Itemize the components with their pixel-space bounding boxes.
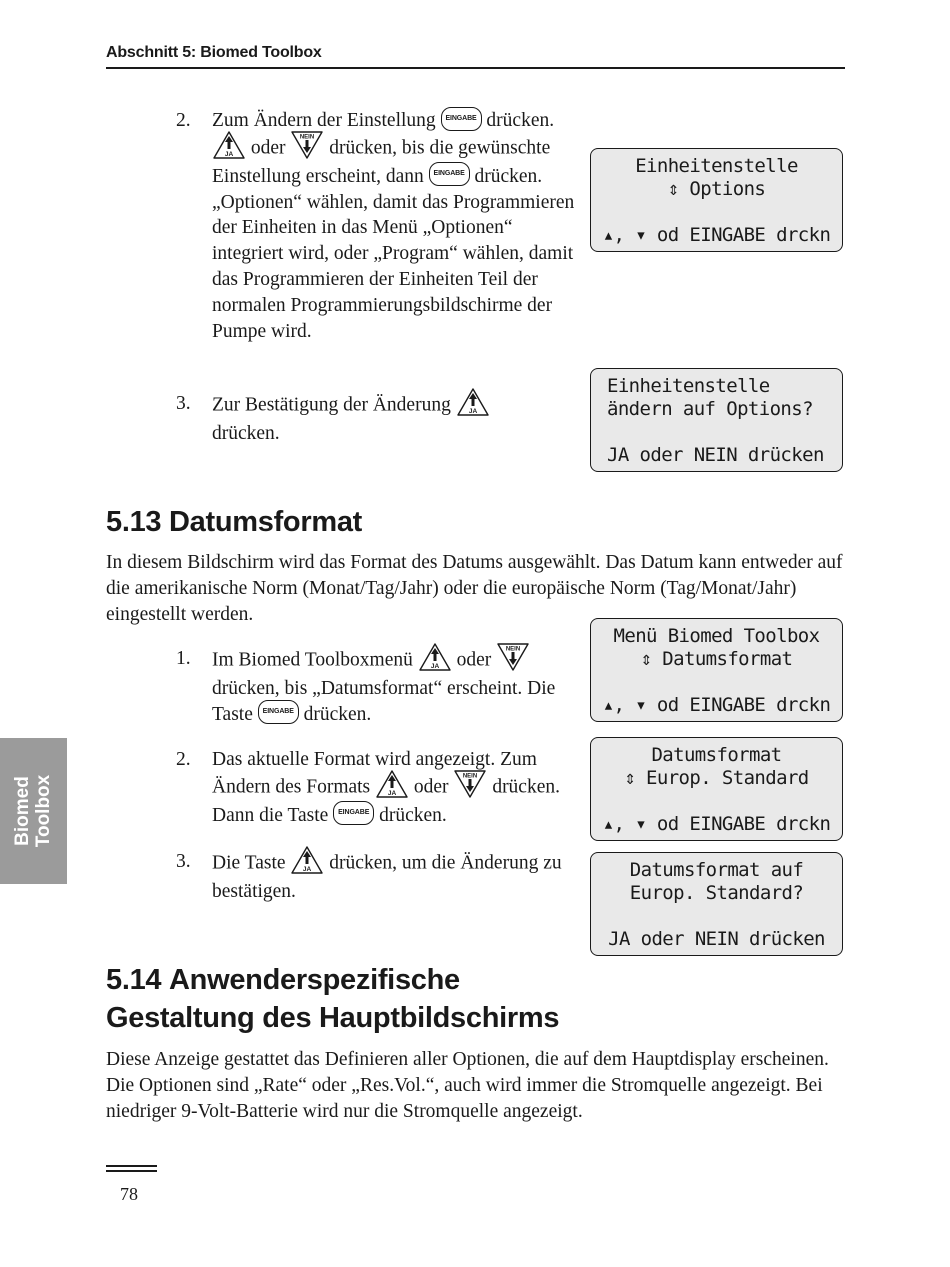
step-text: oder [413,776,449,798]
ja-key-label: JA [387,789,397,797]
step-number: 3. [176,851,191,872]
nein-key-label: NEIN [463,773,478,780]
step-text: drücken, um die Änderung zu bestätigen. [212,852,562,902]
step-number: 2. [176,749,191,770]
side-tab-line: Toolbox [33,774,54,848]
step-text: Zum Ändern der Einstellung [212,110,436,131]
ja-key-label: JA [468,408,477,415]
lcd-screen [590,737,843,841]
eingabe-key-icon: EINGABE [441,107,482,131]
step-text: Das aktuelle Format wird angezeigt. Zum Ändern des Formats [212,749,537,798]
nein-down-key-icon [496,642,530,672]
lcd-line: JA oder NEIN drücken [607,444,824,466]
nein-key-label: NEIN [300,134,315,141]
lcd-screen [590,368,843,472]
page-number: 78 [120,1184,138,1204]
lcd-line: ▴, ▾ od EINGABE drckn [602,694,831,716]
section-number: 5.14 [106,964,162,996]
lcd-line: Menü Biomed Toolbox [613,625,820,647]
lcd-line: ⇕ Datumsformat [640,648,793,670]
ja-up-key-icon [456,387,490,417]
eingabe-key-icon: EINGABE [429,162,470,186]
eingabe-key-icon: EINGABE [333,801,374,825]
lcd-screen [590,148,843,252]
step-text: Die Taste [212,852,286,874]
lcd-line: ▴, ▾ od EINGABE drckn [602,813,831,835]
step-number: 2. [176,110,191,131]
section-number: 5.13 [106,506,162,538]
step-text: oder [456,649,492,671]
nein-down-key-icon [290,130,324,160]
ja-key-label: JA [303,866,312,873]
step-text: oder [250,137,286,159]
lcd-line: Datumsformat auf [629,859,804,881]
eingabe-key-icon: EINGABE [258,700,299,724]
side-tab-label [12,775,54,847]
lcd-line: ▴, ▾ od EINGABE drckn [602,224,831,246]
section-heading [106,961,559,1037]
step-text: Im Biomed Toolboxmenü [212,649,413,671]
lcd-line: ⇕ Europ. Standard [624,767,809,789]
step-text: drücken. Dann die Taste [212,776,560,826]
section-title-continued: Gestaltung des Hauptbildschirms [106,1002,560,1034]
step-text: drücken. [212,423,280,444]
running-header: Abschnitt 5: Biomed Toolbox [106,44,322,61]
section-body: Diese Anzeige gestattet das Definieren aller Optionen, die auf dem Hauptdisplay erscheinen. Die Optionen sind „Rate“ oder „Res.Vol.“, auch wird immer die Stromquelle angezeigt. Bei niedriger 9-Volt-Batterie wird nur die Stromquelle angezeigt. [106,1049,829,1122]
step-text: drücken. [486,110,555,131]
ja-up-key-icon [375,769,409,799]
step-text: drücken, bis „Datumsformat“ erscheint. Die Taste [212,678,556,725]
lcd-line: ⇕ Options [667,178,766,200]
lcd-line: JA oder NEIN drücken [608,928,825,950]
step-number: 3. [176,393,191,414]
step-text: drücken, bis die gewünschte Einstellung erscheint, dann [212,137,551,187]
lcd-line: Datumsformat [651,744,782,766]
footer-rule [106,1165,157,1167]
footer-rule [106,1170,157,1172]
section-title: Datumsformat [169,506,363,538]
ja-up-key-icon [290,845,324,875]
ja-up-key-icon [212,130,246,160]
lcd-line: ändern auf Options? [607,398,813,420]
lcd-screen [590,618,843,722]
ja-up-key-icon [418,642,452,672]
section-intro: In diesem Bildschirm wird das Format des Datums ausgewählt. Das Datum kann entweder auf die amerikanische Norm (Monat/Tag/Jahr) oder die europäische Norm (Tag/Monat/Jahr) eingestellt werden. [106,552,843,625]
step-text: drücken. „Optionen“ wählen, damit das Programmieren der Einheiten in das Menü „Optionen“ integriert wird, oder „Program“ wählen, damit das Programmieren der Einheiten Teil der normalen Programmierungsbildschirme der Pumpe wird. [212,165,575,342]
step-text: drücken. [303,703,372,725]
step-text: drücken. [379,804,447,826]
ja-key-label: JA [430,663,439,670]
step-text: Zur Bestätigung der Änderung [212,394,451,416]
lcd-line: Europ. Standard? [629,882,804,904]
lcd-line: Einheitenstelle [635,155,798,177]
section-title: Anwenderspezifische [169,964,460,996]
side-tab-line: Biomed [12,776,33,846]
nein-down-key-icon [453,769,487,799]
section-heading [106,503,362,541]
lcd-line: Einheitenstelle [607,375,770,397]
ja-key-label: JA [224,150,234,158]
step-number: 1. [176,648,191,669]
lcd-screen [590,852,843,956]
nein-key-label: NEIN [505,646,521,653]
header-rule [106,67,845,69]
side-thumb-tab [0,738,67,884]
